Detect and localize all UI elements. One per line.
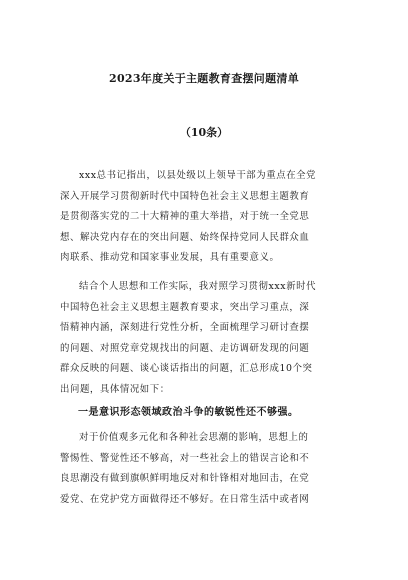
paragraph-line: 爱党、在党护党方面做得还不够好。在日常生活中或者网 xyxy=(60,493,310,505)
paragraph-line: 的问题、对照党章党规找出的问题、走访调研发现的问题 xyxy=(60,342,310,354)
paragraph-self-review xyxy=(60,277,352,400)
paragraph-line: 群众反映的问题、谈心谈话指出的问题，汇总形成10个突 xyxy=(60,363,313,374)
paragraph-line: 出问题，具体情况如下： xyxy=(60,383,170,395)
paragraph-line: 肉联系、推动党和国家事业发展，具有重要意义。 xyxy=(60,252,280,263)
paragraph-line: 对于价值观多元化和各种社会思潮的影响，思想上的 xyxy=(79,432,309,443)
paragraph-line: xxx总书记指出，以县处级以上领导干部为重点在全党 xyxy=(79,170,317,181)
paragraph-line: 悟精神内涵，深刻进行党性分析，全面梳理学习研讨查摆 xyxy=(60,322,310,333)
paragraph-line: 是贯彻落实党的二十大精神的重大举措，对于统一全党思 xyxy=(60,211,310,222)
paragraph-line: 良思潮没有做到旗帜鲜明地反对和针锋相对地回击，在党 xyxy=(60,473,310,484)
paragraph-intro xyxy=(60,166,352,269)
paragraph-line: 结合个人思想和工作实际，我对照学习贯彻xxx新时代 xyxy=(79,281,317,292)
item-count-label: （10条） xyxy=(179,126,229,139)
paragraph-line: 中国特色社会主义思想主题教育要求，突出学习重点，深 xyxy=(60,301,310,313)
section-heading-1: 一是意识形态领域政治斗争的敏锐性还不够强。 xyxy=(78,407,299,418)
paragraph-line: 警惕性、警觉性还不够高，对一些社会上的错误言论和不 xyxy=(60,452,310,464)
document-title: 2023年度关于主题教育查摆问题清单 xyxy=(108,72,299,85)
paragraph-line: 深入开展学习贯彻新时代中国特色社会主义思想主题教育 xyxy=(60,190,310,202)
paragraph-line: 想、解决党内存在的突出问题、始终保持党同人民群众血 xyxy=(60,231,310,243)
paragraph-section-1 xyxy=(60,428,352,510)
